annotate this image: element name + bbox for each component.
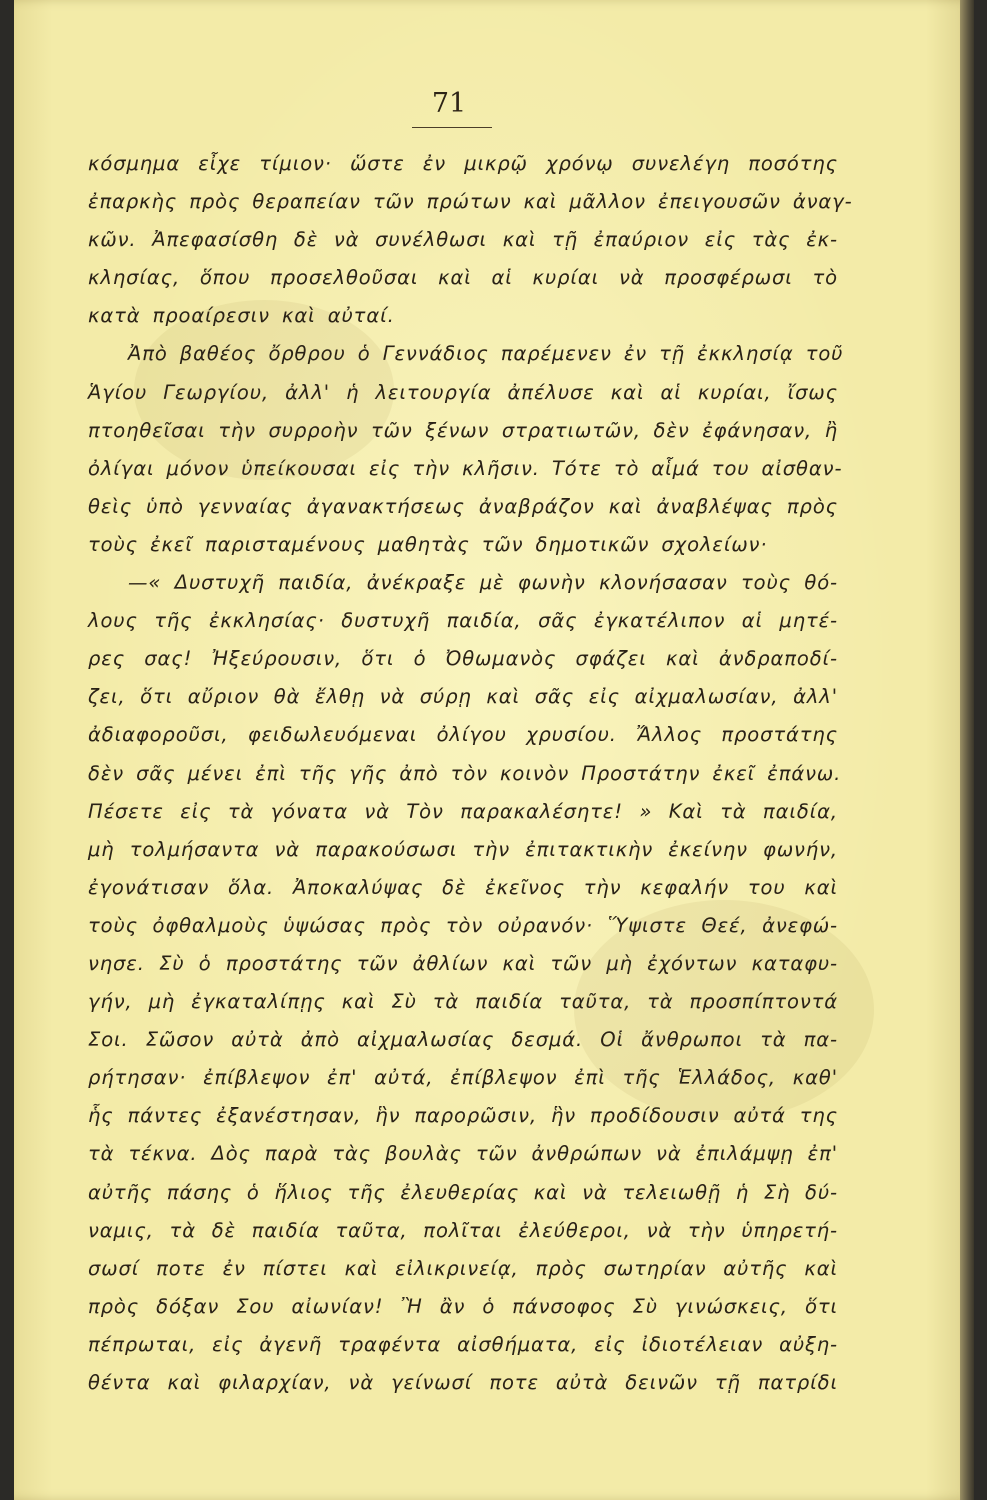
text-line: λους τῆς ἐκκλησίας· δυστυχῆ παιδία, σᾶς ἐγκατέλιπον αἱ μητέ- — [88, 609, 838, 633]
body-text — [88, 145, 853, 1402]
text-line: κόσμημα εἶχε τίμιον· ὥστε ἐν μικρῷ χρόνῳ συνελέγη ποσότης — [88, 152, 838, 175]
text-line: ζει, ὅτι αὔριον θὰ ἔλθῃ νὰ σύρῃ καὶ σᾶς εἰς αἰχμαλωσίαν, ἀλλ' — [88, 685, 838, 709]
text-line: ναμις, τὰ δὲ παιδία ταῦτα, πολῖται ἐλεύθεροι, νὰ τὴν ὑπηρετή- — [88, 1218, 838, 1242]
text-line: Ἁγίου Γεωργίου, ἀλλ' ἡ λειτουργία ἀπέλυσε καὶ αἱ κυρίαι, ἴσως — [88, 380, 838, 404]
page-number: 71 — [431, 88, 467, 119]
text-line: κῶν. Ἀπεφασίσθη δὲ νὰ συνέλθωσι καὶ τῇ ἐπαύριον εἰς τὰς ἐκ- — [88, 228, 838, 252]
text-line: ὀλίγαι μόνον ὑπείκουσαι εἰς τὴν κλῆσιν. Τότε τὸ αἷμά του αἰσθαν- — [88, 456, 843, 480]
text-line: —« Δυστυχῆ παιδία, ἀνέκραξε μὲ φωνὴν κλονήσασαν τοὺς θό- — [128, 571, 838, 595]
text-line: ἐγονάτισαν ὅλα. Ἀποκαλύψας δὲ ἐκεῖνος τὴν κεφαλήν του καὶ — [88, 875, 838, 899]
text-line: δὲν σᾶς μένει ἐπὶ τῆς γῆς ἀπὸ τὸν κοινὸν Προστάτην ἐκεῖ ἐπάνω. — [88, 761, 842, 785]
text-line: μὴ τολμήσαντα νὰ παρακούσωσι τὴν ἐπιτακτικὴν ἐκείνην φωνήν, — [88, 837, 838, 861]
text-line: ἐπαρκὴς πρὸς θεραπείαν τῶν πρώτων καὶ μᾶλλον ἐπειγουσῶν ἀναγ- — [88, 190, 853, 214]
text-line: πρὸς δόξαν Σου αἰωνίαν! Ἢ ἂν ὁ πάνσοφος Σὺ γινώσκεις, ὅτι — [88, 1294, 838, 1318]
text-line: κλησίας, ὅπου προσελθοῦσαι καὶ αἱ κυρίαι νὰ προσφέρωσι τὸ — [88, 266, 838, 290]
text-line: τοὺς ἐκεῖ παρισταμένους μαθητὰς τῶν δημοτικῶν σχολείων· — [88, 532, 768, 556]
text-line: τοὺς ὀφθαλμοὺς ὑψώσας πρὸς τὸν οὐρανόν· Ὕψιστε Θεέ, ἀνεφώ- — [88, 913, 838, 937]
text-line: ρήτησαν· ἐπίβλεψον ἐπ' αὐτά, ἐπίβλεψον ἐπὶ τῆς Ἑλλάδος, καθ' — [88, 1066, 838, 1090]
text-line: ἀδιαφοροῦσι, φειδωλευόμεναι ὀλίγου χρυσίου. Ἄλλος προστάτης — [88, 723, 838, 747]
text-line: νησε. Σὺ ὁ προστάτης τῶν ἀθλίων καὶ τῶν μὴ ἐχόντων καταφυ- — [88, 951, 838, 975]
text-line: ἧς πάντες ἐξανέστησαν, ἣν παρορῶσιν, ἣν προδίδουσιν αὐτά της — [88, 1104, 838, 1128]
text-line: κατὰ προαίρεσιν καὶ αὐταί. — [88, 304, 395, 328]
text-line: Ἀπὸ βαθέος ὄρθρου ὁ Γεννάδιος παρέμενεν ἐν τῇ ἐκκλησίᾳ τοῦ — [128, 342, 844, 366]
text-line: θέντα καὶ φιλαρχίαν, νὰ γείνωσί ποτε αὐτὰ δεινῶν τῇ πατρίδι — [88, 1371, 838, 1394]
text-line: σωσί ποτε ἐν πίστει καὶ εἰλικρινείᾳ, πρὸς σωτηρίαν αὐτῆς καὶ — [88, 1256, 838, 1280]
text-line: ρες σας! Ἠξεύρουσιν, ὅτι ὁ Ὀθωμανὸς σφάζει καὶ ἀνδραποδί- — [88, 647, 838, 671]
text-line: πέπρωται, εἰς ἀγενῆ τραφέντα αἰσθήματα, εἰς ἰδιοτέλειαν αὐξη- — [88, 1332, 838, 1356]
text-line: τὰ τέκνα. Δὸς παρὰ τὰς βουλὰς τῶν ἀνθρώπων νὰ ἐπιλάμψῃ ἐπ' — [88, 1142, 838, 1166]
text-line: αὐτῆς πάσης ὁ ἥλιος τῆς ἐλευθερίας καὶ νὰ τελειωθῇ ἡ Σὴ δύ- — [88, 1180, 838, 1204]
text-line: Σοι. Σῶσον αὐτὰ ἀπὸ αἰχμαλωσίας δεσμά. Οἱ ἄνθρωποι τὰ πα- — [88, 1028, 838, 1052]
text-line: Πέσετε εἰς τὰ γόνατα νὰ Τὸν παρακαλέσητε! » Καὶ τὰ παιδία, — [88, 799, 838, 823]
book-page — [14, 0, 974, 1500]
page-number-underline — [412, 127, 492, 128]
text-line: θεὶς ὑπὸ γενναίας ἀγανακτήσεως ἀναβράζον καὶ ἀναβλέψας πρὸς — [88, 494, 838, 518]
text-line: γήν, μὴ ἐγκαταλίπῃς καὶ Σὺ τὰ παιδία ταῦτα, τὰ προσπίπτοντά — [88, 990, 838, 1014]
book-spine-edge — [960, 0, 974, 1500]
text-line: πτοηθεῖσαι τὴν συρροὴν τῶν ξένων στρατιωτῶν, δὲν ἐφάνησαν, ἢ — [88, 418, 838, 442]
